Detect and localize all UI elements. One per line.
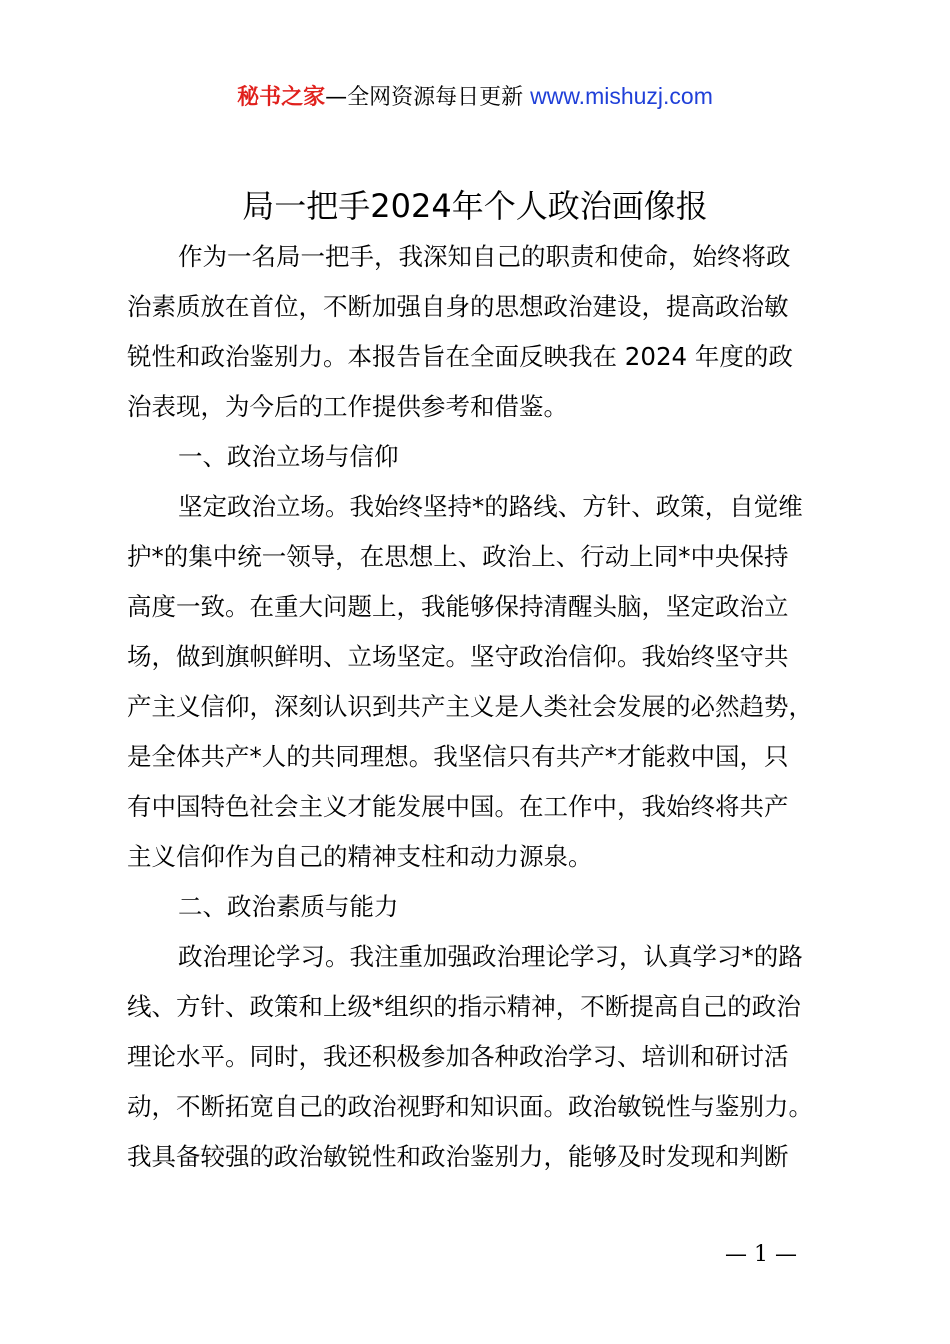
site-header	[0, 80, 950, 114]
page-number: — 1 —	[725, 1242, 797, 1267]
body-line: 场，做到旗帜鲜明、立场坚定。坚守政治信仰。我始终坚守共	[127, 642, 789, 671]
site-url-link[interactable]: www.mishuzj.com	[530, 83, 713, 109]
section-heading: 二、政治素质与能力	[178, 892, 399, 921]
body-line: 政治理论学习。我注重加强政治理论学习，认真学习*的路	[178, 942, 803, 971]
body-line: 产主义信仰，深刻认识到共产主义是人类社会发展的必然趋势，	[127, 692, 813, 721]
document-title: 局一把手2024年个人政治画像报	[242, 187, 708, 225]
body-line: 高度一致。在重大问题上，我能够保持清醒头脑，坚定政治立	[127, 592, 789, 621]
body-line: 治素质放在首位，不断加强自身的思想政治建设，提高政治敏	[127, 292, 789, 321]
body-line: 治表现，为今后的工作提供参考和借鉴。	[127, 392, 568, 421]
body-line: 坚定政治立场。我始终坚持*的路线、方针、政策，自觉维	[178, 492, 803, 521]
body-line: 线、方针、政策和上级*组织的指示精神，不断提高自己的政治	[127, 992, 801, 1021]
body-line: 主义信仰作为自己的精神支柱和动力源泉。	[127, 842, 593, 871]
body-line: 作为一名局一把手，我深知自己的职责和使命，始终将政	[178, 242, 791, 271]
site-tagline: —全网资源每日更新	[325, 85, 524, 110]
section-heading: 一、政治立场与信仰	[178, 442, 399, 471]
body-line: 有中国特色社会主义才能发展中国。在工作中，我始终将共产	[127, 792, 789, 821]
body-line: 我具备较强的政治敏锐性和政治鉴别力，能够及时发现和判断	[127, 1142, 789, 1171]
body-line: 锐性和政治鉴别力。本报告旨在全面反映我在 2024 年度的政	[127, 342, 793, 371]
body-line: 是全体共产*人的共同理想。我坚信只有共产*才能救中国，只	[127, 742, 789, 771]
body-line: 理论水平。同时，我还积极参加各种政治学习、培训和研讨活	[127, 1042, 789, 1071]
body-line: 动，不断拓宽自己的政治视野和知识面。政治敏锐性与鉴别力。	[127, 1092, 813, 1121]
body-line: 护*的集中统一领导，在思想上、政治上、行动上同*中央保持	[127, 542, 789, 571]
document-body	[127, 232, 857, 1182]
site-brand: 秘书之家	[237, 85, 326, 110]
